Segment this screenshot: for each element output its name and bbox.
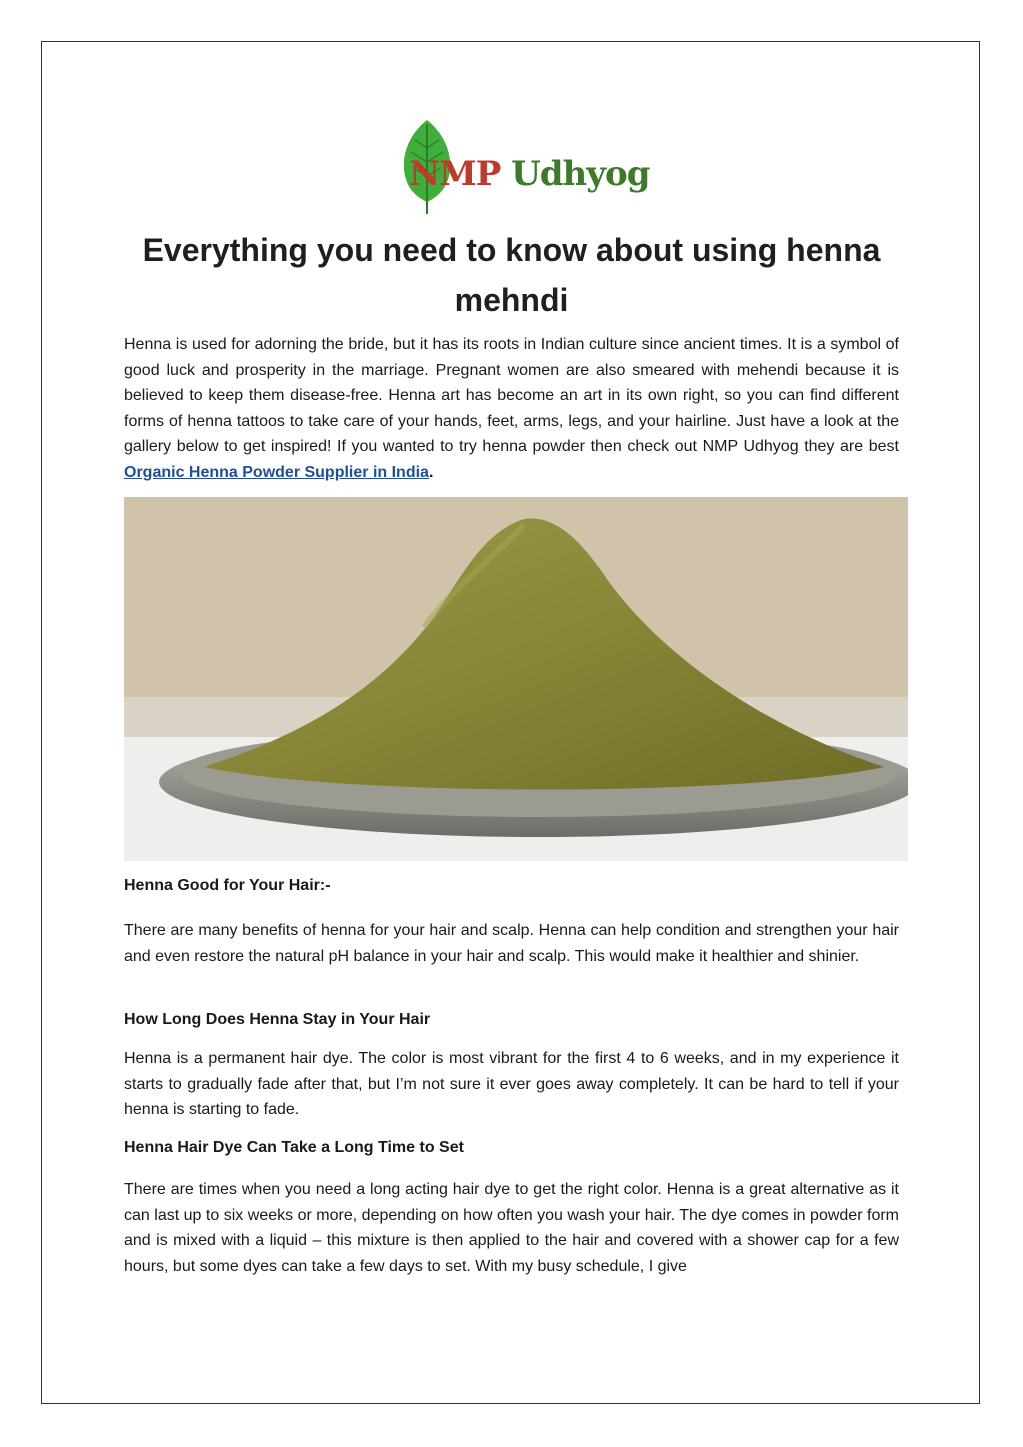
- page-title: Everything you need to know about using henna mehndi: [142, 232, 881, 318]
- logo-letter-n: N: [409, 154, 440, 194]
- nmp-udhyog-logo: [395, 118, 650, 218]
- logo-letters-mp: MP: [439, 154, 501, 194]
- section-body-set-time: There are times when you need a long acting hair dye to get the right color. Henna is a great alternative as it can last up to six weeks or more, depending on how often you wash your hair. The dye comes in powder form and is mixed with a liquid – this mixture is then applied to the hair and covered with a shower cap for a few hours, but some dyes can take a few days to set. With my busy schedule, I give: [124, 1181, 899, 1275]
- section-heading-set-time: Henna Hair Dye Can Take a Long Time to Set: [124, 1139, 464, 1156]
- intro-paragraph: [124, 332, 899, 486]
- intro-end: .: [428, 463, 434, 481]
- organic-henna-supplier-link[interactable]: Organic Henna Powder Supplier in India: [124, 463, 429, 481]
- logo-wordmark: [409, 154, 649, 194]
- logo-word-udhyog: Udhyog: [500, 154, 650, 194]
- section-body-how-long: Henna is a permanent hair dye. The color is most vibrant for the first 4 to 6 weeks, and in my experience it starts to gradually fade after that, but I’m not sure it ever goes away completely. It can be hard to tell if your henna is starting to fade.: [124, 1050, 899, 1119]
- section-heading-how-long: How Long Does Henna Stay in Your Hair: [124, 1011, 431, 1028]
- henna-powder-illustration: [124, 497, 908, 861]
- intro-text: Henna is used for adorning the bride, but it has its roots in Indian culture since ancient times. It is a symbol of good luck and prosperity in the marriage. Pregnant women are also smeared with mehendi because it is believed to keep them disease-free. Henna art has become an art in its own right, so you can find different forms of henna tattoos to take care of your hands, feet, arms, legs, and your hairline. Just have a look at the gallery below to get inspired! If you wanted to try henna powder then check out NMP Udhyog they are best: [124, 336, 899, 456]
- section-body-hair-benefits: There are many benefits of henna for your hair and scalp. Henna can help condition and strengthen your hair and even restore the natural pH balance in your hair and scalp. This would make it healthier and shinier.: [124, 922, 899, 965]
- henna-powder-photo: [124, 497, 908, 861]
- section-heading-hair-benefits: Henna Good for Your Hair:-: [124, 877, 331, 894]
